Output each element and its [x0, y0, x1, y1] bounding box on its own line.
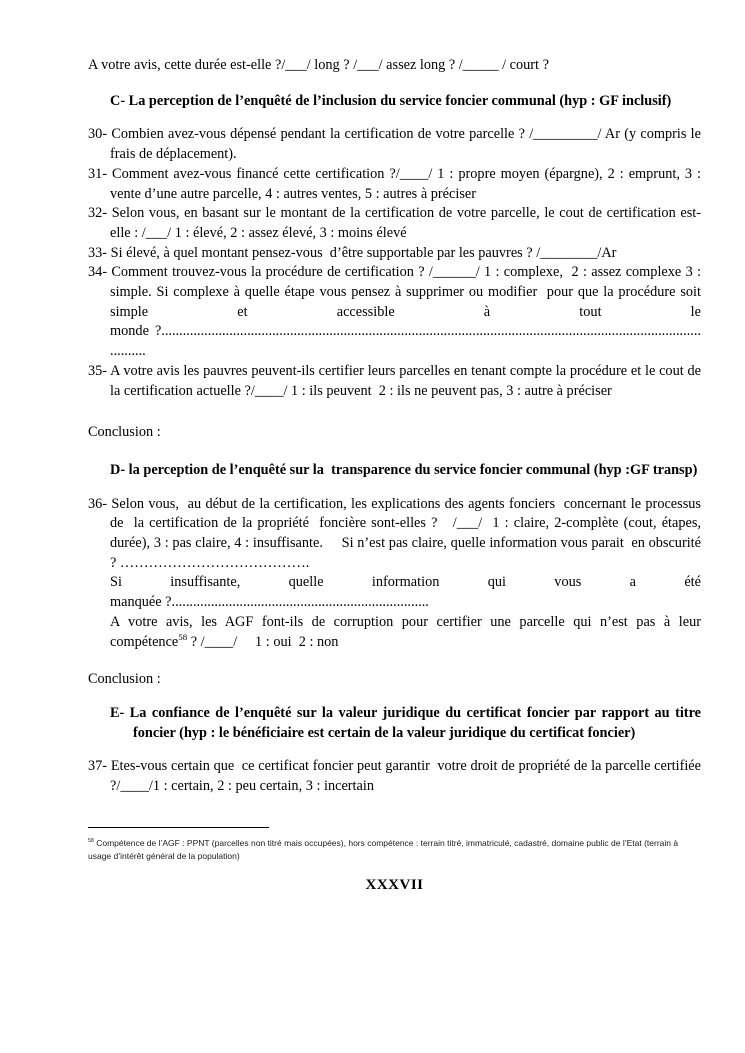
question-number: 35-	[88, 362, 108, 379]
question-text: A votre avis les pauvres peuvent-ils certifier leurs parcelles en tenant compte la procédure et le cout de la certification actuelle ?/____/ 1 : ils peuvent 2 : ils ne peuvent pas, 3 : autre à préciser	[110, 362, 701, 399]
question-text-part3-end: ? /____/ 1 : oui 2 : non	[187, 633, 339, 650]
question-34	[88, 263, 701, 362]
footnote-separator	[88, 827, 269, 828]
section-letter-d: D-	[110, 461, 126, 478]
question-text-part2: Si insuffisante, quelle information qui vous a été manquée ?........................................................................	[110, 574, 701, 611]
question-text: Selon vous, en basant sur le montant de la certification de votre parcelle, le cout de certification est-elle : /___/ 1 : élevé, 2 : assez élevé, 3 : moins élevé	[110, 205, 701, 241]
conclusion-label-1: Conclusion :	[88, 424, 161, 441]
section-heading-d	[110, 461, 701, 481]
section-heading-c	[110, 92, 701, 112]
section-heading-e	[110, 704, 701, 743]
page-number: XXXVII	[365, 876, 424, 893]
page-content	[88, 56, 701, 896]
question-30	[88, 125, 701, 164]
question-text: Si élevé, à quel montant pensez-vous d’être supportable par les pauvres ? /________/Ar	[110, 244, 617, 261]
section-title-e: La confiance de l’enquêté sur la valeur juridique du certificat foncier par rapport au titre foncier (hyp : le bénéficiaire est certain de la valeur juridique du certificat foncier)	[129, 704, 702, 741]
question-number: 31-	[88, 165, 108, 182]
footnote-58	[88, 837, 701, 863]
question-text: Etes-vous certain que ce certificat foncier peut garantir votre droit de propriété de la parcelle certifiée ?/____/1 : certain, 2 : peu certain, 3 : incertain	[110, 758, 702, 795]
question-35	[88, 362, 701, 401]
question-number: 36-	[88, 495, 108, 512]
section-letter-c: C-	[110, 92, 126, 109]
question-number: 37-	[88, 758, 108, 775]
question-32	[88, 204, 701, 243]
question-text: Comment trouvez-vous la procédure de certification ? /______/ 1 : complexe, 2 : assez complexe 3 : simple. Si complexe à quelle étape vous pensez à supprimer ou modifier pour que la procédure soit simple et accessible à tout le monde ?.................................................................................................................................................................	[110, 264, 701, 360]
footnote-number: 58	[88, 837, 94, 844]
question-number: 33-	[88, 244, 108, 261]
question-number: 30-	[88, 126, 108, 143]
question-number: 34-	[88, 264, 108, 281]
footnote-text: Compétence de l’AGF : PPNT (parcelles non titré mais occupées), hors compétence : terrain titré, immatriculé, cadastré, domaine public de l’Etat (terrain à usage d’intérêt général de la population)	[88, 837, 681, 861]
question-text: Comment avez-vous financé cette certification ?/____/ 1 : propre moyen (épargne), 2 : emprunt, 3 : vente d’une autre parcelle, 4 : autres ventes, 5 : autres à préciser	[110, 165, 701, 202]
footnote-reference-58: 58	[178, 631, 188, 642]
conclusion-label-2: Conclusion :	[88, 671, 161, 688]
section-title-d: la perception de l’enquêté sur la transparence du service foncier communal (hyp :GF transp)	[128, 461, 698, 478]
question-text-part3: A votre avis, les AGF font-ils de corruption pour certifier une parcelle qui n’est pas à leur compétence	[110, 613, 701, 650]
question-37	[88, 757, 701, 796]
section-title-c: La perception de l’enquêté de l’inclusion du service foncier communal (hyp : GF inclusif)	[128, 92, 672, 109]
question-31	[88, 165, 701, 204]
intro-question: A votre avis, cette durée est-elle ?/___/ long ? /___/ assez long ? /_____ / court ?	[88, 57, 549, 73]
question-number: 32-	[88, 205, 108, 222]
question-text: Combien avez-vous dépensé pendant la certification de votre parcelle ? /_________/ Ar (y compris le frais de déplacement).	[110, 126, 702, 163]
section-letter-e: E-	[110, 704, 125, 721]
question-33	[88, 244, 701, 264]
question-text-part1: Selon vous, au début de la certification, les explications des agents fonciers concernant le processus de la certification de la propriété foncière sont-elles ? /___/ 1 : claire, 2-complète (cout, étapes, durée), 3 : pas claire, 4 : insuffisante. Si n’est pas claire, quelle information vous parait en obscurité ? ………………………………….	[110, 495, 701, 571]
question-36	[88, 495, 701, 653]
